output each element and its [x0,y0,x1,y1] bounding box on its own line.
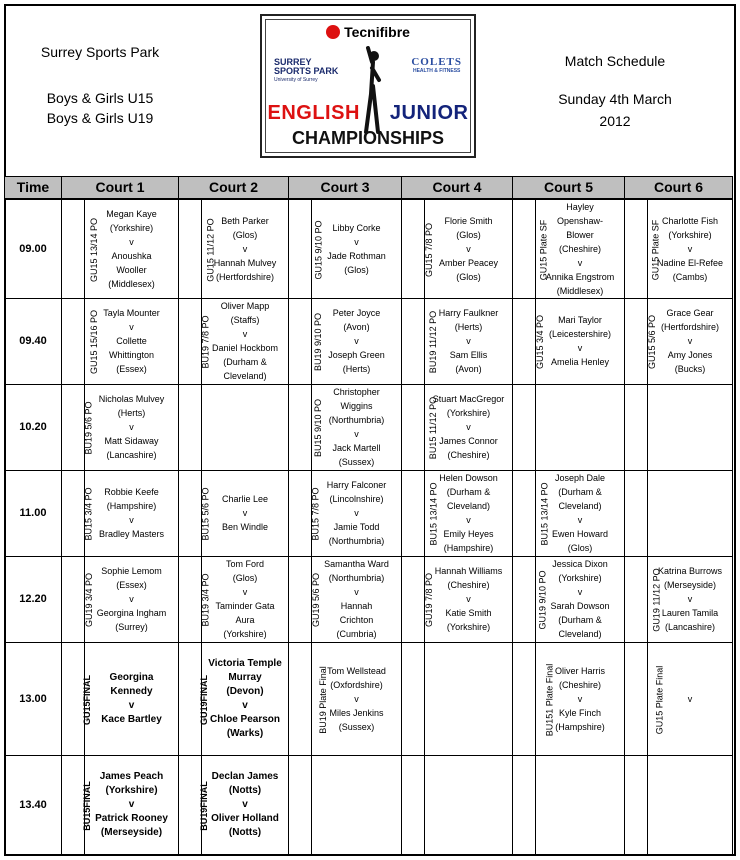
match-category-label [513,755,536,855]
versus-label: v [128,799,135,810]
player-detail: (Northumbria) [328,415,385,425]
match-cell-court-3 [312,384,402,470]
player-detail: (Merseyside) [663,580,716,590]
player-detail: Ewen Howard [551,529,609,539]
versus-label: v [354,236,359,247]
player-detail: (Yorkshire) [446,408,491,418]
versus-label: v [354,508,359,518]
player-detail: (Essex) [116,364,147,374]
versus-label: v [354,336,359,346]
player-detail: (Middlesex) [108,278,155,289]
player-detail: Christopher [333,387,380,397]
sponsor-brand: Tecnifibre [266,24,470,40]
player-detail: (Yorkshire) [109,222,154,233]
match-category-label: GU19 5/6 PO [289,556,312,642]
column-header-court-6: Court 6 [625,177,733,199]
player-detail: Sophie Lemom [101,566,162,576]
player-detail: (Herts) [454,322,483,332]
match-cell-court-6 [648,755,733,855]
event-date: Sunday 4th March [558,91,672,107]
match-category-label: GU15 Plate Final [625,642,648,755]
player-detail: Georgina Ingham [96,608,167,618]
match-cell-court-3 [312,556,402,642]
time-slot: 12.20 [5,556,62,642]
match-category-label: BU19 3/4 PO [179,556,202,642]
player-detail: Kennedy [110,685,153,697]
event-year: 2012 [599,113,631,129]
player-detail: Charlotte Fish [661,215,719,226]
match-category-label: BU151 Plate Final [513,642,536,755]
match-category-label: GU15 9/10 PO [289,199,312,299]
match-category-label [625,470,648,556]
match-cell-court-6 [648,384,733,470]
player-detail: Tayla Mounter [103,308,160,318]
player-detail: Emily Heyes [443,529,494,539]
player-detail: Murray [228,671,262,683]
match-category-label: BU15 5/6 PO [179,470,202,556]
player-detail: Crichton [339,615,374,625]
time-slot: 11.00 [5,470,62,556]
player-detail: (Glos) [456,229,481,240]
match-category-label: BU15 11/12 PO [402,384,425,470]
tecnifibre-logo-icon [326,25,340,39]
player-detail: Helen Dowson [439,473,498,483]
match-cell-court-3 [312,298,402,384]
player-detail: (Yorkshire) [446,622,491,632]
match-cell-court-2 [202,470,289,556]
player-detail: Kyle Finch [558,707,602,718]
column-header-court-1: Court 1 [62,177,179,199]
player-detail: Hayley [566,201,594,212]
match-cell-court-1 [85,556,179,642]
player-detail: Oliver Holland [211,813,279,824]
player-detail: (Glos) [344,264,369,275]
player-detail: Amelia Henley [550,357,610,367]
player-detail: (Durham & [558,615,602,625]
division-u15: Boys & Girls U15 [46,90,154,106]
match-cell-court-2 [202,298,289,384]
match-cell-court-6 [648,470,733,556]
player-detail: Jack Martell [332,443,381,453]
player-detail: (Surrey) [115,622,148,632]
logo-subtitle: CHAMPIONSHIPS [291,128,444,148]
player-detail: (Oxfordshire) [330,679,383,690]
player-detail: Whittington [108,350,155,360]
versus-label: v [687,243,693,254]
match-category-label: BU19FINAL [179,755,202,855]
player-detail: (Glos) [232,229,258,240]
player-detail: Beth Parker [221,215,269,226]
player-detail: James Connor [439,436,498,446]
match-category-label: BU15 7/8 PO [289,470,312,556]
versus-label: v [354,587,359,597]
versus-label: v [466,243,471,254]
player-detail: Amber Peacey [438,257,499,268]
versus-label: v [129,422,134,432]
surrey-sports-park-logo: SURREY SPORTS PARK University of Surrey [274,57,339,83]
column-header-time: Time [5,177,62,199]
player-detail: (Cheshire) [447,450,490,460]
player-detail: Jessica Dixon [552,559,608,569]
match-category-label: GU19 9/10 PO [513,556,536,642]
versus-label: v [466,594,471,604]
player-detail: (Hertfordshire) [660,322,719,332]
match-category-label: GU15 Plate SF [625,199,648,299]
table-row [5,642,733,755]
match-category-label: BU19 11/12 PO [402,298,425,384]
player-detail: (Yorkshire) [105,785,158,796]
player-detail: Blower [566,229,594,240]
player-detail: Patrick Rooney [95,813,168,824]
player-detail: Harry Falconer [326,480,387,490]
versus-label: v [577,343,583,353]
match-cell-court-2 [202,642,289,755]
column-header-court-5: Court 5 [513,177,625,199]
match-cell-court-3 [312,199,402,299]
player-detail: (Northumbria) [328,573,385,583]
time-slot: 13.00 [5,642,62,755]
player-detail: Oliver Harris [554,665,605,676]
player-detail: Nadine El-Refee [656,257,724,268]
player-detail: Samantha Ward [324,559,389,569]
player-detail: Tom Ford [225,559,264,569]
player-detail: (Glos) [567,543,593,553]
match-category-label: GU19FINAL [179,642,202,755]
player-detail: (Middlesex) [556,285,604,296]
player-detail: (Notts) [228,785,262,796]
player-detail: Ben Windle [221,522,269,532]
player-detail: Peter Joyce [332,308,381,318]
player-detail: (Durham & [558,487,602,497]
player-detail: Nicholas Mulvey [98,394,165,404]
match-cell-court-1 [85,642,179,755]
player-detail: Robbie Keefe [104,487,159,497]
division-u19: Boys & Girls U19 [46,110,154,126]
versus-label: v [242,329,248,339]
player-detail: Victoria Temple [208,657,282,669]
match-category-label [402,755,425,855]
match-category-label: GU15 13/14 PO [62,199,85,299]
player-detail: Miles Jenkins [329,707,384,718]
player-detail: (Sussex) [338,457,375,467]
player-detail: (Notts) [228,827,262,838]
player-detail: Anoushka [111,250,152,261]
player-detail: Annika Engstrom [545,271,615,282]
match-cell-court-2 [202,384,289,470]
versus-label: v [687,693,693,704]
match-cell-court-1 [85,470,179,556]
player-detail: (Lincolnshire) [329,494,384,504]
match-cell-court-3 [312,755,402,855]
match-cell-court-2 [202,556,289,642]
player-detail: (Cheshire) [447,580,490,590]
player-detail: (Northumbria) [328,536,385,546]
versus-label: v [577,693,583,704]
player-detail: (Glos) [456,271,481,282]
match-cell-court-6 [648,298,733,384]
versus-label: v [466,336,471,346]
player-detail: (Yorkshire) [558,573,602,583]
player-detail: (Hampshire) [555,721,605,732]
match-cell-court-4 [425,642,513,755]
match-category-label: GU15 3/4 PO [513,298,536,384]
player-detail: (Hampshire) [443,543,494,553]
match-cell-court-5 [536,298,625,384]
versus-label: v [466,515,471,525]
player-detail: Georgina [109,671,154,683]
player-detail: (Cheshire) [558,679,601,690]
player-detail: (Herts) [342,364,371,374]
versus-label: v [242,243,248,254]
versus-label: v [577,257,583,268]
player-detail: Daniel Hockbom [211,343,279,353]
player-detail: Stuart MacGregor [432,394,505,404]
player-detail: Cleveland) [446,501,491,511]
match-category-label: GU15 Plate SF [513,199,536,299]
match-category-label: BU15 13/14 PO [513,470,536,556]
versus-label: v [242,699,248,711]
player-detail: Lauren Tamila [661,608,719,618]
player-detail: Kace Bartley [101,713,162,725]
venue-name: Surrey Sports Park [40,44,160,60]
player-detail: Matt Sidaway [104,436,159,446]
player-detail: (Cumbria) [336,629,377,639]
player-detail: (Yorkshire) [223,629,267,639]
player-detail: (Lancashire) [664,622,716,632]
versus-label: v [577,587,583,597]
match-category-label: BU15FINAL [62,755,85,855]
match-cell-court-4 [425,556,513,642]
player-detail: (Warks) [226,727,264,739]
player-detail: Openshaw- [556,215,604,226]
versus-label: v [242,587,248,597]
table-row [5,470,733,556]
table-header-row [5,177,733,199]
versus-label: v [128,699,135,711]
match-cell-court-1 [85,755,179,855]
time-slot: 09.40 [5,298,62,384]
versus-label: v [129,594,134,604]
match-category-label: BU19 7/8 PO [179,298,202,384]
match-category-label: BU15 9/10 PO [289,384,312,470]
table-row [5,298,733,384]
player-detail: Libby Corke [332,222,381,233]
player-detail: Sam Ellis [449,350,488,360]
match-cell-court-4 [425,199,513,299]
player-detail: Declan James [211,771,279,782]
versus-label: v [129,515,134,525]
player-detail: Jamie Todd [333,522,380,532]
table-row [5,199,733,299]
player-detail: Joseph Dale [554,473,606,483]
logo-title: ENGLISH JUNIOR [267,102,469,124]
player-detail: Oliver Mapp [220,301,270,311]
player-detail: Wiggins [340,401,373,411]
player-detail: Cleveland) [223,371,267,381]
match-cell-court-5 [536,199,625,299]
table-row [5,755,733,855]
player-detail: (Staffs) [230,315,260,325]
player-detail: (Hampshire) [106,501,157,511]
match-category-label: GU19 11/12 PO [625,556,648,642]
versus-label: v [242,799,248,810]
player-detail: Taminder Gata [215,601,275,611]
championship-logo [260,14,476,158]
player-detail: (Herts) [117,408,146,418]
match-category-label: GU15FINAL [62,642,85,755]
versus-label: v [129,322,134,332]
player-detail: (Leicestershire) [548,329,612,339]
match-cell-court-5 [536,384,625,470]
versus-label: v [577,515,583,525]
column-header-court-3: Court 3 [289,177,402,199]
player-detail: (Cambs) [672,271,708,282]
player-detail: (Sussex) [338,721,375,732]
versus-label: v [354,693,359,704]
match-cell-court-4 [425,755,513,855]
player-detail: (Essex) [116,580,147,590]
player-detail: (Bucks) [674,364,706,374]
player-detail: Bradley Masters [98,529,165,539]
match-category-label: GU15 11/12 PO [179,199,202,299]
player-detail: (Hertfordshire) [215,271,274,282]
player-detail: (Durham & [223,357,267,367]
match-cell-court-3 [312,470,402,556]
player-detail: Charlie Lee [221,494,269,504]
player-detail: (Yorkshire) [668,229,712,240]
match-category-label: BU15 3/4 PO [62,470,85,556]
table-row [5,556,733,642]
match-category-label: GU15 5/6 PO [625,298,648,384]
player-detail: Hannah [340,601,373,611]
player-detail: (Lancashire) [106,450,157,460]
match-category-label: BU15 13/14 PO [402,470,425,556]
time-slot: 13.40 [5,755,62,855]
player-detail: (Durham & [446,487,491,497]
document-title: Match Schedule [564,53,666,69]
match-cell-court-5 [536,556,625,642]
match-category-label: GU19 3/4 PO [62,556,85,642]
match-cell-court-1 [85,384,179,470]
player-detail: (Devon) [226,685,264,697]
player-detail: (Glos) [232,573,258,583]
colets-logo: COLETS HEALTH & FITNESS [411,56,462,74]
player-detail: Grace Gear [666,308,714,318]
match-category-label [179,384,202,470]
player-detail: Joseph Green [328,350,385,360]
match-cell-court-2 [202,755,289,855]
player-detail: Jade Rothman [327,250,386,261]
match-category-label [513,384,536,470]
player-detail: (Cheshire) [558,243,601,254]
player-detail: Megan Kaye [106,208,157,219]
player-detail: Wooller [116,264,147,275]
time-slot: 10.20 [5,384,62,470]
match-category-label [625,755,648,855]
match-category-label: GU15 15/16 PO [62,298,85,384]
versus-label: v [242,508,248,518]
player-detail: (Merseyside) [100,827,163,838]
player-detail: Hannah Williams [434,566,503,576]
match-category-label [289,755,312,855]
player-detail: Amy Jones [667,350,713,360]
player-detail: Tom Wellstead [327,665,386,676]
match-category-label: BU19 9/10 PO [289,298,312,384]
time-slot: 09.00 [5,199,62,299]
player-detail: Katie Smith [445,608,492,618]
player-detail: Mari Taylor [558,315,602,325]
player-detail: (Avon) [343,322,370,332]
versus-label: v [687,594,693,604]
match-schedule-table [4,176,733,856]
match-cell-court-5 [536,755,625,855]
player-detail: Cleveland) [558,501,602,511]
player-detail: (Avon) [455,364,482,374]
player-detail: Hannah Mulvey [213,257,277,268]
versus-label: v [687,336,693,346]
player-detail: Harry Faulkner [438,308,499,318]
match-category-label: BU19 5/6 PO [62,384,85,470]
versus-label: v [354,429,359,439]
player-detail: Cleveland) [558,629,602,639]
versus-label: v [466,422,471,432]
versus-label: v [129,236,134,247]
player-detail: Sarah Dowson [550,601,610,611]
column-header-court-4: Court 4 [402,177,513,199]
player-detail: James Peach [99,771,164,782]
player-detail: Collette [116,336,147,346]
match-category-label [402,642,425,755]
table-row [5,384,733,470]
match-category-label: GU19 7/8 PO [402,556,425,642]
player-detail: Florie Smith [444,215,493,226]
match-category-label: GU15 7/8 PO [402,199,425,299]
match-category-label [625,384,648,470]
player-detail: Chloe Pearson [209,713,281,725]
column-header-court-2: Court 2 [179,177,289,199]
player-detail: Katrina Burrows [657,566,723,576]
player-detail: Aura [235,615,255,625]
match-category-label: BU19 Plate Final [289,642,312,755]
